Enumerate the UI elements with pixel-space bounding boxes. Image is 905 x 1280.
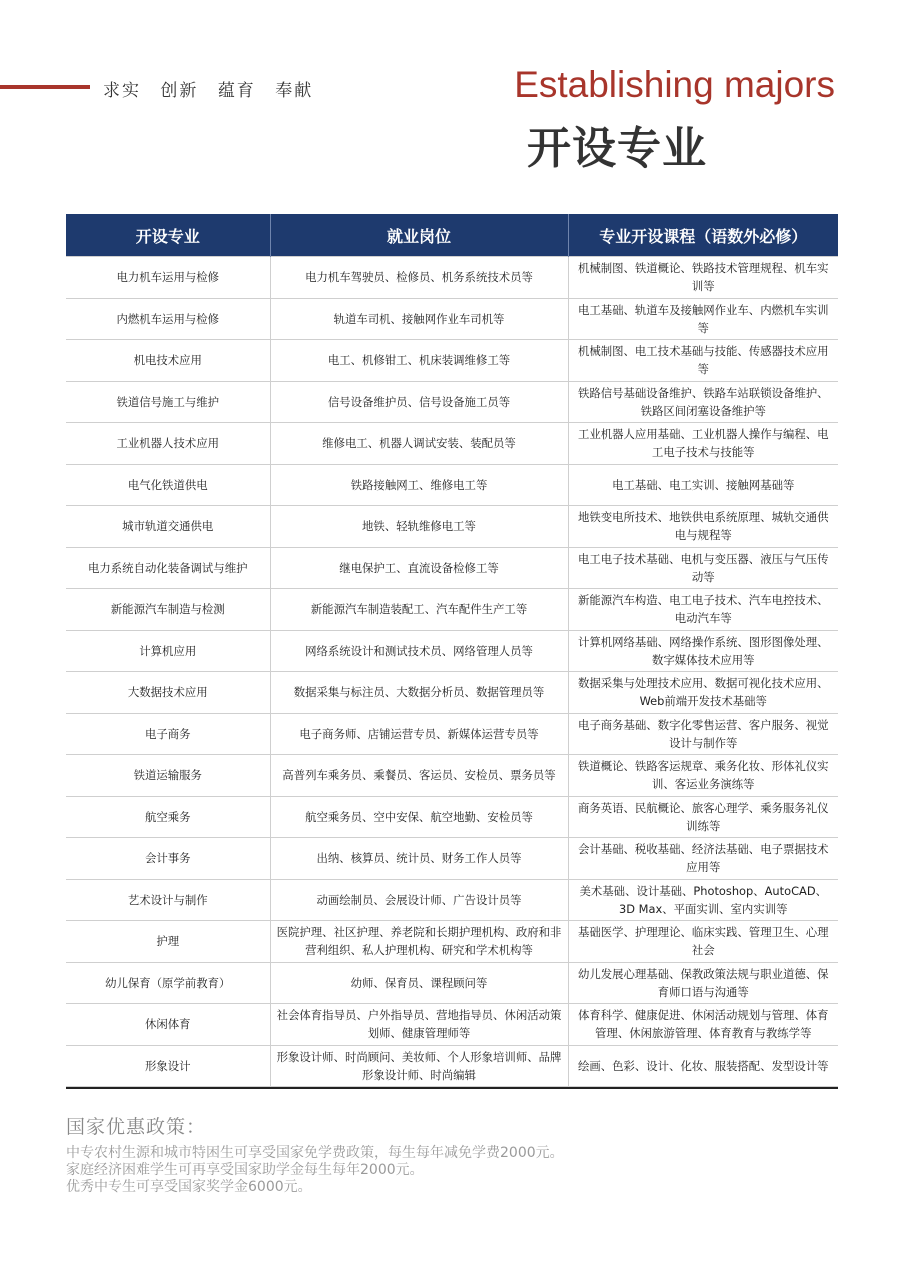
table-row: [66, 547, 838, 589]
table-row: [66, 589, 838, 631]
cell-courses: 数据采集与处理技术应用、数据可视化技术应用、Web前端开发技术基础等: [568, 672, 838, 714]
policy-title: 国家优惠政策：: [66, 1116, 207, 1138]
motto-word: 求实: [103, 81, 141, 101]
majors-table-wrapper: [66, 214, 838, 1089]
accent-line: [0, 85, 90, 89]
cell-major: 艺术设计与制作: [66, 879, 270, 921]
table-row: [66, 298, 838, 340]
cell-courses: 工业机器人应用基础、工业机器人操作与编程、电工电子技术与技能等: [568, 423, 838, 465]
cell-major: 内燃机车运用与检修: [66, 298, 270, 340]
cell-jobs: 数据采集与标注员、大数据分析员、数据管理员等: [270, 672, 568, 714]
policy-line: 中专农村生源和城市特困生可享受国家免学费政策，每生每年减免学费2000元。: [66, 1145, 564, 1161]
cell-courses: 电工基础、电工实训、接触网基础等: [568, 464, 838, 506]
table-row: [66, 381, 838, 423]
table-row: [66, 921, 838, 963]
cell-major: 工业机器人技术应用: [66, 423, 270, 465]
cell-jobs: 信号设备维护员、信号设备施工员等: [270, 381, 568, 423]
cell-major: 计算机应用: [66, 630, 270, 672]
cell-courses: 幼儿发展心理基础、保教政策法规与职业道德、保育师口语与沟通等: [568, 962, 838, 1004]
cell-major: 电力机车运用与检修: [66, 257, 270, 299]
table-header-row: [66, 214, 838, 257]
cell-courses: 计算机网络基础、网络操作系统、图形图像处理、数字媒体技术应用等: [568, 630, 838, 672]
cell-jobs: 地铁、轻轨维修电工等: [270, 506, 568, 548]
cell-major: 大数据技术应用: [66, 672, 270, 714]
table-row: [66, 962, 838, 1004]
column-header-courses: 专业开设课程（语数外必修）: [568, 214, 838, 257]
cell-courses: 商务英语、民航概论、旅客心理学、乘务服务礼仪训练等: [568, 796, 838, 838]
cell-jobs: 电工、机修钳工、机床装调维修工等: [270, 340, 568, 382]
cell-jobs: 网络系统设计和测试技术员、网络管理人员等: [270, 630, 568, 672]
table-row: [66, 630, 838, 672]
page-title-en: Establishing majors: [514, 64, 835, 105]
cell-major: 城市轨道交通供电: [66, 506, 270, 548]
table-body: [66, 257, 838, 1087]
cell-major: 会计事务: [66, 838, 270, 880]
majors-table: [66, 214, 838, 1087]
cell-courses: 基础医学、护理理论、临床实践、管理卫生、心理社会: [568, 921, 838, 963]
policy-line: 优秀中专生可享受国家奖学金6000元。: [66, 1179, 312, 1195]
column-header-jobs: 就业岗位: [270, 214, 568, 257]
table-row: [66, 1004, 838, 1046]
cell-major: 形象设计: [66, 1045, 270, 1087]
cell-courses: 会计基础、税收基础、经济法基础、电子票据技术应用等: [568, 838, 838, 880]
motto-word: 奉献: [275, 81, 314, 101]
cell-major: 机电技术应用: [66, 340, 270, 382]
table-row: [66, 464, 838, 506]
cell-jobs: 电力机车驾驶员、检修员、机务系统技术员等: [270, 257, 568, 299]
cell-major: 航空乘务: [66, 796, 270, 838]
cell-major: 护理: [66, 921, 270, 963]
cell-major: 休闲体育: [66, 1004, 270, 1046]
cell-jobs: 新能源汽车制造装配工、汽车配件生产工等: [270, 589, 568, 631]
cell-major: 电子商务: [66, 713, 270, 755]
table-row: [66, 506, 838, 548]
cell-jobs: 动画绘制员、会展设计师、广告设计员等: [270, 879, 568, 921]
motto-word: 创新: [160, 81, 199, 101]
cell-major: 铁道运输服务: [66, 755, 270, 797]
table-row: [66, 340, 838, 382]
policy-line: 家庭经济困难学生可再享受国家助学金每生每年2000元。: [66, 1162, 424, 1178]
cell-jobs: 轨道车司机、接触网作业车司机等: [270, 298, 568, 340]
cell-courses: 体育科学、健康促进、休闲活动规划与管理、体育管理、休闲旅游管理、体育教育与教练学等: [568, 1004, 838, 1046]
motto: [103, 76, 325, 101]
cell-jobs: 医院护理、社区护理、养老院和长期护理机构、政府和非营利组织、私人护理机构、研究和学术机构等: [270, 921, 568, 963]
cell-jobs: 出纳、核算员、统计员、财务工作人员等: [270, 838, 568, 880]
table-row: [66, 796, 838, 838]
cell-major: 电力系统自动化装备调试与维护: [66, 547, 270, 589]
page-title-cn: 开设专业: [527, 123, 707, 174]
table-row: [66, 755, 838, 797]
cell-courses: 美术基础、设计基础、Photoshop、AutoCAD、3D Max、平面实训、室内实训等: [568, 879, 838, 921]
cell-courses: 铁路信号基础设备维护、铁路车站联锁设备维护、铁路区间闭塞设备维护等: [568, 381, 838, 423]
cell-courses: 电子商务基础、数字化零售运营、客户服务、视觉设计与制作等: [568, 713, 838, 755]
cell-major: 新能源汽车制造与检测: [66, 589, 270, 631]
cell-courses: 电工基础、轨道车及接触网作业车、内燃机车实训等: [568, 298, 838, 340]
cell-courses: 新能源汽车构造、电工电子技术、汽车电控技术、电动汽车等: [568, 589, 838, 631]
cell-jobs: 社会体育指导员、户外指导员、营地指导员、休闲活动策划师、健康管理师等: [270, 1004, 568, 1046]
cell-courses: 电工电子技术基础、电机与变压器、液压与气压传动等: [568, 547, 838, 589]
cell-jobs: 航空乘务员、空中安保、航空地勤、安检员等: [270, 796, 568, 838]
cell-major: 幼儿保育（原学前教育）: [66, 962, 270, 1004]
motto-word: 蕴育: [217, 81, 256, 101]
column-header-major: 开设专业: [66, 214, 270, 257]
cell-courses: 绘画、色彩、设计、化妆、服装搭配、发型设计等: [568, 1045, 838, 1087]
cell-jobs: 形象设计师、时尚顾问、美妆师、个人形象培训师、品牌形象设计师、时尚编辑: [270, 1045, 568, 1087]
cell-courses: 地铁变电所技术、地铁供电系统原理、城轨交通供电与规程等: [568, 506, 838, 548]
cell-jobs: 继电保护工、直流设备检修工等: [270, 547, 568, 589]
cell-jobs: 铁路接触网工、维修电工等: [270, 464, 568, 506]
table-row: [66, 713, 838, 755]
cell-courses: 铁道概论、铁路客运规章、乘务化妆、形体礼仪实训、客运业务演练等: [568, 755, 838, 797]
cell-jobs: 维修电工、机器人调试安装、装配员等: [270, 423, 568, 465]
table-row: [66, 423, 838, 465]
cell-jobs: 电子商务师、店铺运营专员、新媒体运营专员等: [270, 713, 568, 755]
policy-section: [66, 1112, 564, 1196]
cell-courses: 机械制图、电工技术基础与技能、传感器技术应用等: [568, 340, 838, 382]
cell-major: 铁道信号施工与维护: [66, 381, 270, 423]
table-row: [66, 879, 838, 921]
cell-courses: 机械制图、铁道概论、铁路技术管理规程、机车实训等: [568, 257, 838, 299]
cell-jobs: 幼师、保育员、课程顾问等: [270, 962, 568, 1004]
cell-jobs: 高普列车乘务员、乘餐员、客运员、安检员、票务员等: [270, 755, 568, 797]
table-row: [66, 838, 838, 880]
table-row: [66, 257, 838, 299]
cell-major: 电气化铁道供电: [66, 464, 270, 506]
table-row: [66, 672, 838, 714]
table-row: [66, 1045, 838, 1087]
